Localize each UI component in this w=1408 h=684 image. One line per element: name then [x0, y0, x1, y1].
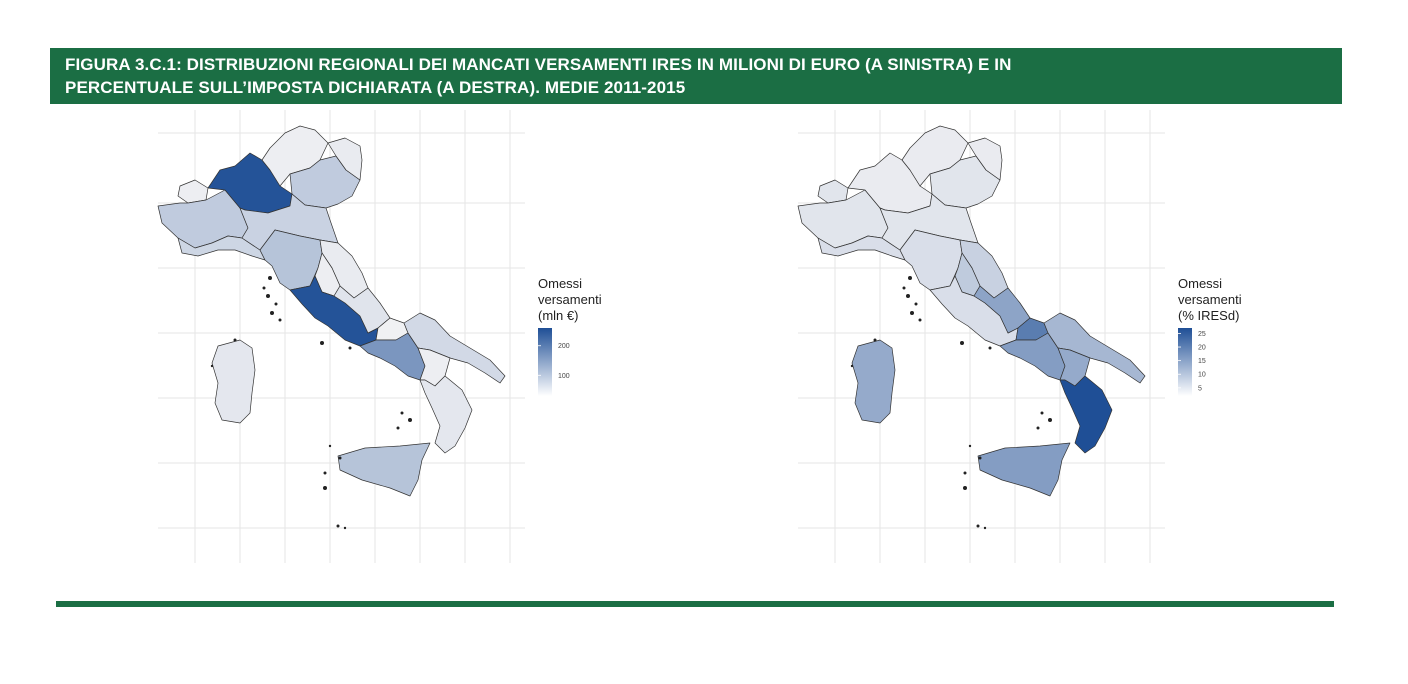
- italy-choropleth-percent: [780, 108, 1300, 568]
- legend-tick-label: 20: [1198, 344, 1206, 352]
- minor-island: [984, 527, 986, 529]
- legend-title-line-3: (mln €): [538, 308, 579, 323]
- legend: [538, 276, 602, 396]
- minor-island: [963, 486, 967, 490]
- legend-title-line-1: Omessi: [1178, 276, 1223, 291]
- minor-island: [908, 276, 912, 280]
- figure-title-line-1: FIGURA 3.C.1: DISTRIBUZIONI REGIONALI DEI MANCATI VERSAMENTI IRES IN MILIONI DI EURO (A SINISTRA) E IN: [65, 55, 1012, 74]
- minor-island: [270, 311, 274, 315]
- minor-island: [339, 457, 342, 460]
- legend-color-bar: [538, 328, 552, 396]
- region-sicilia: [338, 443, 430, 496]
- minor-island: [329, 445, 331, 447]
- minor-island: [1048, 418, 1052, 422]
- legend-tick-label: 25: [1198, 330, 1206, 338]
- region-valle-aosta: [818, 180, 848, 203]
- minor-island: [874, 339, 877, 342]
- minor-island: [337, 525, 340, 528]
- bottom-divider: [56, 601, 1334, 607]
- minor-island: [910, 311, 914, 315]
- italy-choropleth-mln: [140, 108, 660, 568]
- minor-island: [851, 365, 853, 367]
- minor-island: [349, 347, 352, 350]
- region-valle-aosta: [178, 180, 208, 203]
- region-calabria: [420, 376, 472, 453]
- minor-island: [960, 341, 964, 345]
- legend-title-line-2: versamenti: [538, 292, 602, 307]
- minor-island: [964, 472, 967, 475]
- minor-island: [919, 319, 922, 322]
- minor-island: [344, 527, 346, 529]
- minor-island: [234, 339, 237, 342]
- minor-island: [906, 294, 910, 298]
- minor-island: [266, 294, 270, 298]
- regions: [798, 126, 1145, 529]
- figure-title-line-2: PERCENTUALE SULL’IMPOSTA DICHIARATA (A DESTRA). MEDIE 2011-2015: [65, 78, 686, 97]
- map-panel-right: [780, 108, 1300, 568]
- legend-color-bar: [1178, 328, 1192, 396]
- minor-island: [1041, 412, 1044, 415]
- region-sardegna: [852, 340, 895, 423]
- map-panel-left: [140, 108, 660, 568]
- legend-tick-label: 5: [1198, 385, 1202, 393]
- legend-title-line-1: Omessi: [538, 276, 583, 291]
- legend-tick-label: 200: [558, 343, 570, 351]
- minor-island: [903, 287, 906, 290]
- figure-title-bar: [50, 48, 1342, 104]
- minor-island: [323, 486, 327, 490]
- minor-island: [397, 427, 400, 430]
- legend: [1178, 276, 1242, 396]
- minor-island: [268, 276, 272, 280]
- minor-island: [915, 303, 918, 306]
- legend-title-line-2: versamenti: [1178, 292, 1242, 307]
- region-sicilia: [978, 443, 1070, 496]
- regions: [158, 126, 505, 529]
- minor-island: [324, 472, 327, 475]
- minor-island: [279, 319, 282, 322]
- minor-island: [275, 303, 278, 306]
- minor-island: [969, 445, 971, 447]
- legend-tick-label: 15: [1198, 358, 1206, 366]
- minor-island: [977, 525, 980, 528]
- minor-island: [1037, 427, 1040, 430]
- minor-island: [408, 418, 412, 422]
- region-sardegna: [212, 340, 255, 423]
- minor-island: [211, 365, 213, 367]
- region-calabria: [1060, 376, 1112, 453]
- minor-island: [401, 412, 404, 415]
- legend-title-line-3: (% IRESd): [1178, 308, 1240, 323]
- legend-tick-label: 100: [558, 372, 570, 380]
- minor-island: [979, 457, 982, 460]
- minor-island: [989, 347, 992, 350]
- minor-island: [320, 341, 324, 345]
- legend-tick-label: 10: [1198, 371, 1206, 379]
- minor-island: [263, 287, 266, 290]
